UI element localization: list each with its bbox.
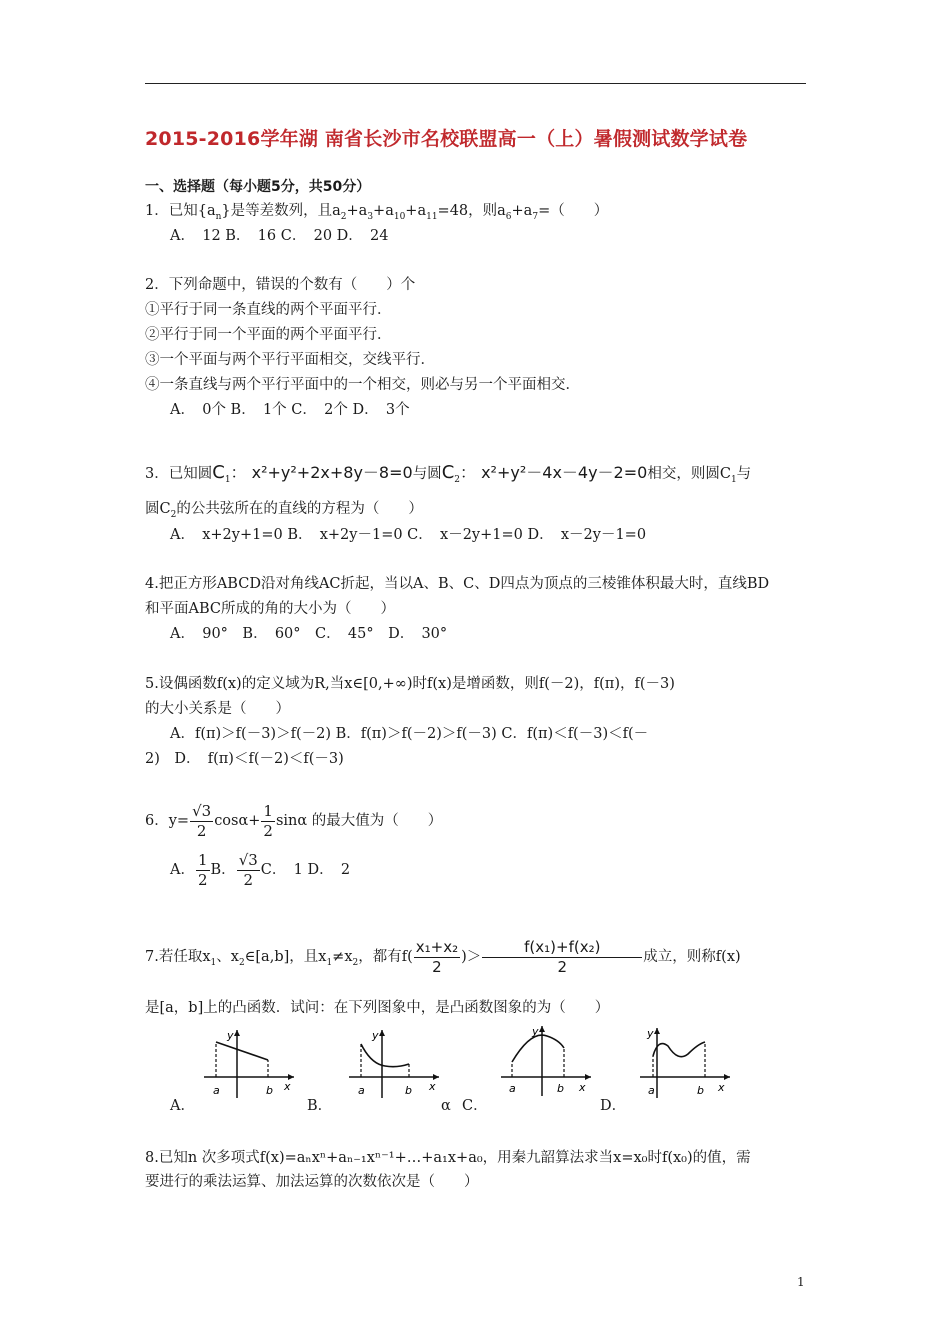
question-4-stem-cont: 和平面ABC所成的角的大小为（ ）: [145, 601, 395, 617]
svg-text:a: a: [213, 1084, 220, 1097]
fraction: $\frac{\text{f(x₁)+f(x₂)}}{2}$: [482, 938, 642, 977]
question-4-options: A． 90° B． 60° C． 45° D． 30°: [170, 626, 448, 642]
question-5-stem-cont: 的大小关系是（ ）: [145, 701, 290, 717]
graph-label-c: C．: [462, 1098, 488, 1114]
graph-c: [497, 1022, 597, 1100]
question-2-statement-4: ④一条直线与两个平行平面中的一个相交，则必与另一个平面相交．: [145, 377, 580, 393]
question-6-stem: 6．y= $\frac{√3}{2}$ cosα+ $\frac{1}{2}$ sinα 的最大值为（ ）: [145, 801, 443, 840]
page-title: 2015-2016学年湖 南省长沙市名校联盟高一（上）暑假测试数学试卷: [145, 128, 748, 150]
svg-text:x: x: [718, 1081, 725, 1094]
fraction: $\frac{1}{2}$: [197, 850, 208, 889]
question-3-options: A． x+2y+1=0 B． x+2y－1=0 C． x－2y+1=0 D． x－2y－1=0: [170, 527, 647, 543]
question-3-stem-cont: 圆$C_2$的公共弦所在的直线的方程为（ ）: [145, 501, 423, 520]
svg-text:a: a: [648, 1084, 655, 1097]
section-heading: 一、选择题（每小题5分，共50分）: [145, 179, 371, 195]
graph-label-b: B．: [307, 1098, 333, 1114]
page-number: 1: [797, 1275, 805, 1289]
question-1-stem: 1．已知$\{a_n\}$是等差数列，且$a_2+a_3+a_{10}+a_{11}=48$，则$a_6+a_7=$（ ）: [145, 203, 609, 222]
question-2-stem: 2．下列命题中，错误的个数有（ ）个: [145, 277, 416, 293]
fraction: $\frac{\text{x₁+x₂}}{2}$: [415, 937, 459, 976]
svg-text:b: b: [405, 1084, 412, 1097]
graph-a: [200, 1026, 300, 1104]
question-5-options: A．f(π)＞f(－3)＞f(－2) B．f(π)＞f(－2)＞f(－3) C．f(π)＜f(－3)＜f(－: [170, 726, 649, 742]
question-7-stem-cont: 是[a，b]上的凸函数．试问：在下列图象中，是凸函数图象的为（ ）: [145, 1000, 610, 1016]
graph-b: [345, 1026, 445, 1104]
svg-text:b: b: [697, 1084, 704, 1097]
svg-text:a: a: [509, 1082, 516, 1095]
svg-text:y: y: [532, 1025, 539, 1038]
question-5-options-cont: 2) D． f(π)＜f(－2)＜f(－3): [145, 751, 344, 767]
fraction: $\frac{1}{2}$: [263, 801, 273, 840]
svg-text:b: b: [266, 1084, 273, 1097]
svg-text:x: x: [284, 1080, 291, 1093]
svg-text:y: y: [647, 1027, 654, 1040]
svg-text:y: y: [227, 1029, 234, 1042]
question-6-options: A． $\frac{1}{2}$ B． $\frac{√3}{2}$ C． 1 D． 2: [170, 850, 351, 889]
svg-text:x: x: [579, 1081, 586, 1094]
top-rule: [145, 83, 806, 84]
fraction: $\frac{√3}{2}$: [238, 850, 258, 889]
graph-label-d: D．: [600, 1098, 627, 1114]
graph-label-alpha: α: [441, 1098, 451, 1114]
question-7-stem: 7.若任取$x_1$、$x_2\in[a,b]$，且$x_1\ne x_2$，都有f( $\frac{\text{x₁+x₂}}{2}$ )＞ $\frac{\text{f(x₁)+f(x₂)}}{2}$ 成立，则称f(x): [145, 937, 741, 976]
question-4-stem: 4.把正方形ABCD沿对角线AC折起，当以A、B、C、D四点为顶点的三棱锥体积最大时，直线BD: [145, 576, 770, 592]
question-2-options: A． 0个 B． 1个 C． 2个 D． 3个: [170, 402, 410, 418]
graph-d: [636, 1024, 736, 1102]
svg-text:b: b: [557, 1082, 564, 1095]
question-2-statement-2: ②平行于同一个平面的两个平面平行．: [145, 327, 392, 343]
question-2-statement-1: ①平行于同一条直线的两个平面平行．: [145, 302, 392, 318]
svg-text:y: y: [372, 1029, 379, 1042]
question-8-stem-cont: 要进行的乘法运算、加法运算的次数依次是（ ）: [145, 1174, 479, 1190]
question-8-stem: 8.已知n 次多项式f(x)=aₙxⁿ+aₙ₋₁xⁿ⁻¹+…+a₁x+a₀，用秦九韶算法求当x=x₀时f(x₀)的值，需: [145, 1150, 751, 1166]
question-5-stem: 5.设偶函数f(x)的定义域为R,当x∈[0,+∞)时f(x)是增函数，则f(－2)，f(π)，f(－3): [145, 676, 675, 692]
svg-text:x: x: [429, 1080, 436, 1093]
svg-text:a: a: [358, 1084, 365, 1097]
question-2-statement-3: ③一个平面与两个平行平面相交，交线平行．: [145, 352, 435, 368]
fraction: $\frac{√3}{2}$: [192, 801, 212, 840]
question-3-stem: 3．已知圆$C_1$： x²+y²+2x+8y－8=0与圆$C_2$： x²+y²－4x－4y－2=0相交，则圆$C_1$与: [145, 462, 752, 485]
question-1-options: A． 12 B． 16 C． 20 D． 24: [170, 228, 389, 244]
graph-label-a: A．: [170, 1098, 195, 1114]
